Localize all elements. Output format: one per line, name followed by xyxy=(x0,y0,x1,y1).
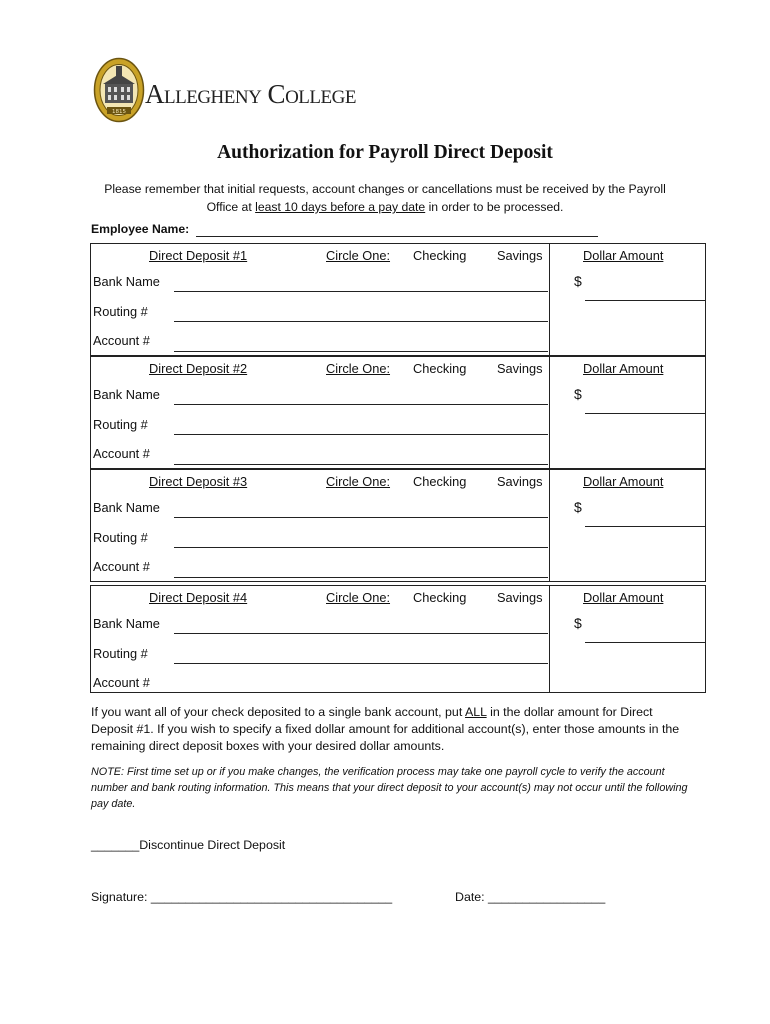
intro-text xyxy=(60,180,710,216)
circle-one-label: Circle One: xyxy=(326,361,391,376)
dollar-amount-label: Dollar Amount xyxy=(583,248,664,263)
deposit-title: Direct Deposit #2 xyxy=(149,361,248,376)
checking-option[interactable]: Checking xyxy=(413,248,467,263)
signature-field[interactable]: Signature: ___________________________________ xyxy=(91,890,393,904)
savings-option[interactable]: Savings xyxy=(497,361,543,376)
bank-name-label: Bank Name xyxy=(93,274,160,289)
amount-column-divider xyxy=(549,356,550,469)
routing-field[interactable] xyxy=(174,321,548,322)
dollar-amount-field[interactable] xyxy=(585,413,706,414)
deposit-title: Direct Deposit #1 xyxy=(149,248,248,263)
form-title: Authorization for Payroll Direct Deposit xyxy=(217,142,553,163)
savings-option[interactable]: Savings xyxy=(497,474,543,489)
account-field[interactable] xyxy=(174,351,548,352)
college-seal-logo xyxy=(93,57,145,123)
dollar-sign: $ xyxy=(574,499,582,515)
dollar-amount-field[interactable] xyxy=(585,300,706,301)
routing-label: Routing # xyxy=(93,417,148,432)
bank-name-field[interactable] xyxy=(174,291,548,292)
bank-name-label: Bank Name xyxy=(93,387,160,402)
college-name-logo: Allegheny College xyxy=(145,79,356,109)
dollar-sign: $ xyxy=(574,386,582,402)
dollar-amount-label: Dollar Amount xyxy=(583,590,664,605)
checking-option[interactable]: Checking xyxy=(413,361,467,376)
deposit-title: Direct Deposit #4 xyxy=(149,590,248,605)
deposit-title: Direct Deposit #3 xyxy=(149,474,248,489)
verification-note: NOTE: First time set up or if you make changes, the verification process may take one payroll cycle to verify the account number and bank routing information. This means that your direct deposit to your account(s) may not occur until the following pay date. xyxy=(91,766,688,810)
dollar-amount-label: Dollar Amount xyxy=(583,361,664,376)
dollar-amount-field[interactable] xyxy=(585,642,706,643)
circle-one-label: Circle One: xyxy=(326,590,391,605)
account-label: Account # xyxy=(93,333,150,348)
all-emphasis: ALL xyxy=(465,705,487,719)
savings-option[interactable]: Savings xyxy=(497,248,543,263)
dollar-amount-label: Dollar Amount xyxy=(583,474,664,489)
bank-name-field[interactable] xyxy=(174,517,548,518)
routing-label: Routing # xyxy=(93,530,148,545)
circle-one-label: Circle One: xyxy=(326,248,391,263)
bank-name-field[interactable] xyxy=(174,633,548,634)
routing-field[interactable] xyxy=(174,434,548,435)
dollar-sign: $ xyxy=(574,273,582,289)
date-field[interactable]: Date: _________________ xyxy=(455,890,606,904)
bank-name-label: Bank Name xyxy=(93,616,160,631)
routing-field[interactable] xyxy=(174,663,548,664)
discontinue-option[interactable]: _______Discontinue Direct Deposit xyxy=(91,838,286,852)
dollar-amount-field[interactable] xyxy=(585,526,706,527)
amount-column-divider xyxy=(549,585,550,693)
checking-option[interactable]: Checking xyxy=(413,590,467,605)
dollar-sign: $ xyxy=(574,615,582,631)
routing-label: Routing # xyxy=(93,304,148,319)
account-field[interactable] xyxy=(174,577,548,578)
intro-line-2: Office at least 10 days before a pay date in order to be processed. xyxy=(206,200,564,214)
account-field[interactable] xyxy=(174,464,548,465)
routing-label: Routing # xyxy=(93,646,148,661)
account-label: Account # xyxy=(93,446,150,461)
instructions-paragraph: If you want all of your check deposited to a single bank account, put ALL in the dollar amount for Direct Deposit #1. If you wish to specify a fixed dollar amount for additional account(s), enter those amounts in the remaining direct deposit boxes with your desired dollar amounts. xyxy=(91,705,680,753)
bank-name-label: Bank Name xyxy=(93,500,160,515)
bank-name-field[interactable] xyxy=(174,404,548,405)
employee-name-label: Employee Name: xyxy=(91,222,190,236)
account-label: Account # xyxy=(93,675,150,690)
routing-field[interactable] xyxy=(174,547,548,548)
circle-one-label: Circle One: xyxy=(326,474,391,489)
intro-line-1: Please remember that initial requests, account changes or cancellations must be received by the Payroll xyxy=(104,182,666,196)
amount-column-divider xyxy=(549,243,550,356)
account-label: Account # xyxy=(93,559,150,574)
deadline-emphasis: least 10 days before a pay date xyxy=(255,200,426,214)
checking-option[interactable]: Checking xyxy=(413,474,467,489)
employee-name-field[interactable] xyxy=(196,236,598,237)
svg-text:1815: 1815 xyxy=(112,109,126,115)
amount-column-divider xyxy=(549,469,550,582)
savings-option[interactable]: Savings xyxy=(497,590,543,605)
